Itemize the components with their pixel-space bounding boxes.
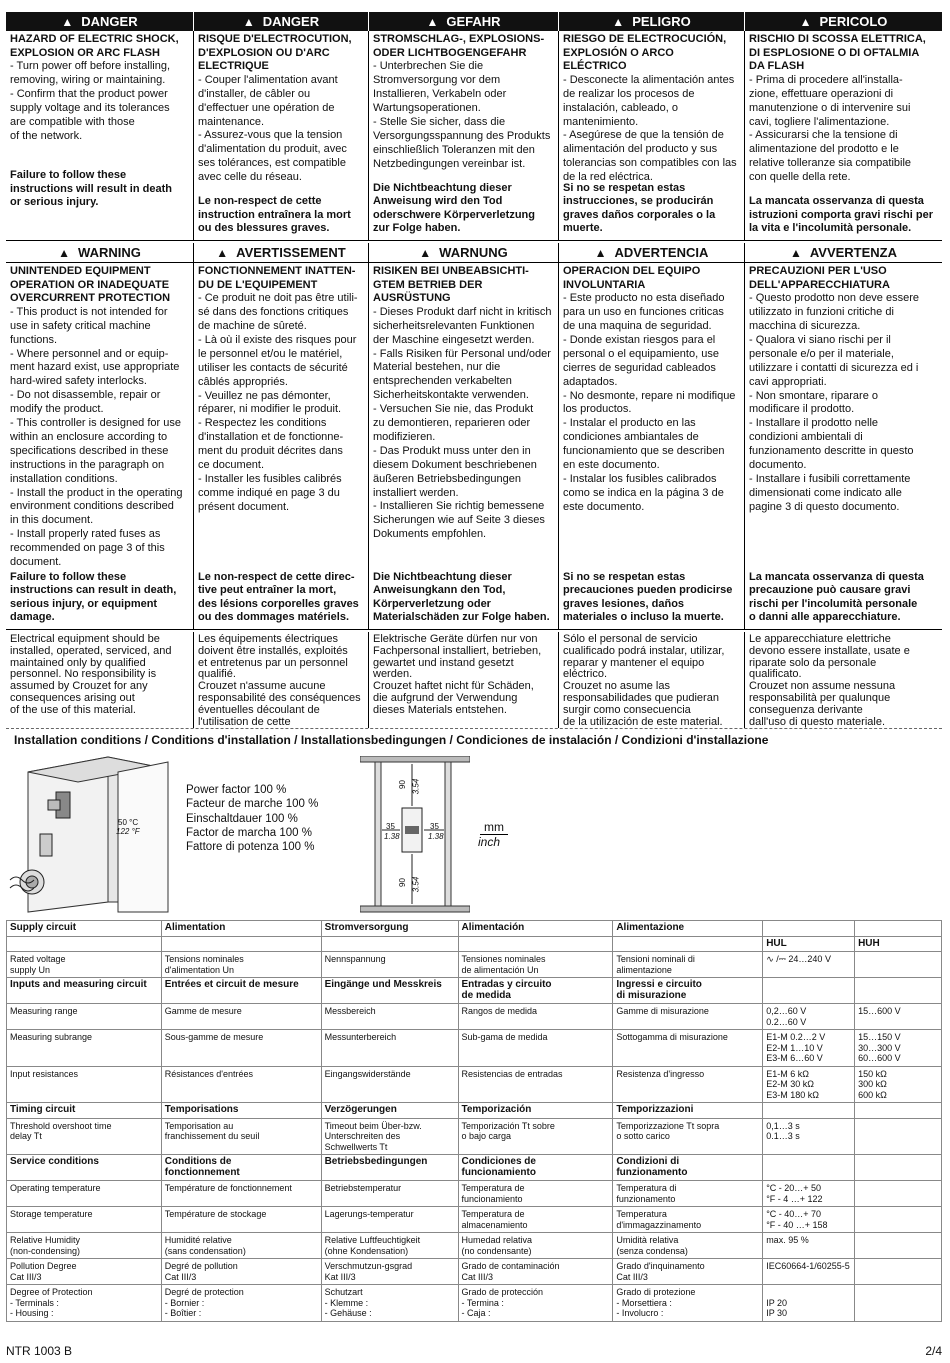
spec-label-it: Sottogamma di misurazione (613, 1030, 763, 1067)
spec-label-it: Temperatura d'immagazzinamento (613, 1207, 763, 1233)
spec-label-en: Degree of Protection - Terminals : - Housing : (7, 1285, 162, 1322)
qualified-personnel-notes (6, 632, 942, 729)
warning-text: - Dieses Produkt darf nicht in kritisch sicherheitsrelevanten Funktionen der Maschine eingesetzt werden. - Falls Risiken für Personal und/oder Material bestehen, nur die entsprechenden verkabelten Sicherheitskontakte verwenden. - Versuchen Sie nie, das Produkt zu demontieren, reparieren oder modifizieren. - Das Produkt muss unter den in diesem Dokument beschriebenen äußeren Betriebsbedingungen installiert werden. - Installieren Sie richtig bemessene Sicherungen wie auf Seite 3 dieses Dokuments empfohlen. (373, 305, 552, 541)
spec-row (7, 1118, 942, 1155)
spec-section-row (7, 921, 942, 937)
page-number: 2/4 (925, 1344, 942, 1358)
warning-cell-fr (194, 263, 369, 629)
spec-value-hul (763, 1155, 855, 1181)
danger-cell-it (745, 31, 942, 240)
warning-body-row (6, 263, 942, 630)
spec-label-en: Relative Humidity (non-condensing) (7, 1233, 162, 1259)
warning-triangle-icon: ▲ (61, 15, 74, 29)
spec-row (7, 1030, 942, 1067)
spec-value-huh (855, 1155, 942, 1181)
spec-value-hul: E1-M 6 kΩ E2-M 30 kΩ E3-M 180 kΩ (763, 1066, 855, 1103)
danger-text: - Unterbrechen Sie die Stromversorgung vor dem Installieren, Verkabeln oder Wartungsoperationen. - Stelle Sie sicher, dass die Versorgungsspannung des Produkts einschließlich Toleranzen mit den Netzbedingungen vereinbar ist. (373, 60, 551, 170)
danger-consequence: Failure to follow these instructions will result in death or serious injury. (10, 169, 172, 209)
spec-label-en: Timing circuit (7, 1103, 162, 1119)
warning-header-row (6, 243, 942, 263)
spec-label-es: Grado de protección - Termina : - Caja : (458, 1285, 613, 1322)
spec-label-de: Schutzart - Klemme : - Gehäuse : (321, 1285, 458, 1322)
spec-label-it: Gamme di misurazione (613, 1004, 763, 1030)
spec-label-de: Stromversorgung (321, 921, 458, 937)
danger-consequence: Die Nichtbeachtung dieser Anweisung wird den Tod oderschwere Körperverletzung zur Folge haben. (373, 181, 535, 235)
danger-header-it: ▲ PERICOLO (745, 12, 942, 31)
spec-label-fr: Tensions nominales d'alimentation Un (161, 952, 321, 978)
spec-section-row (7, 1155, 942, 1181)
spec-row (7, 1181, 942, 1207)
spec-label-it: Ingressi e circuito di misurazione (613, 978, 763, 1004)
danger-header-fr: ▲ DANGER (194, 12, 369, 31)
spec-label-it: Condizioni di funzionamento (613, 1155, 763, 1181)
spec-value-huh (855, 1103, 942, 1119)
spec-label-en: Pollution Degree Cat III/3 (7, 1259, 162, 1285)
spec-label-it: Tensioni nominali di alimentazione (613, 952, 763, 978)
danger-consequence: La mancata osservanza di questa istruzioni comporta gravi rischi per la vita e l'incolumità personale. (749, 195, 933, 235)
warning-cell-en (6, 263, 194, 629)
dim-top-mm: 90 (397, 780, 407, 789)
dim-top-inch: 3.54 (411, 778, 421, 795)
spec-value-huh (855, 952, 942, 978)
danger-header-en: ▲ DANGER (6, 12, 194, 31)
warning-triangle-icon: ▲ (612, 15, 625, 29)
spec-label-en: Service conditions (7, 1155, 162, 1181)
spec-value-huh (855, 1181, 942, 1207)
spec-value-huh (855, 921, 942, 937)
spec-label-es (458, 936, 613, 952)
danger-cell-de (369, 31, 559, 240)
cabinet-temp-c: 50 °C (118, 818, 139, 827)
spec-row (7, 1259, 942, 1285)
spec-label-de: Messunterbereich (321, 1030, 458, 1067)
spec-value-huh (855, 1259, 942, 1285)
spec-label-fr: Degré de pollution Cat III/3 (161, 1259, 321, 1285)
danger-title: STROMSCHLAG-, EXPLOSIONS- ODER LICHTBOGENGEFAHR (373, 33, 545, 59)
spec-label-es: Rangos de medida (458, 1004, 613, 1030)
spec-label-fr: Humidité relative (sans condensation) (161, 1233, 321, 1259)
warning-text: - This product is not intended for use in safety critical machine functions. - Where personnel and or equip- ment hazard exist, use appropriate hard-wired safety interlocks. - Do not disassemble, repair or modify the product. - This controller is designed for use within an enclosure according to specifications described in these instructions in the paragraph on installation conditions. - Install the product in the operating environment conditions described in this document. - Install properly rated fuses as recommended on page 3 of this document. (10, 305, 183, 569)
spec-label-it: Resistenza d'ingresso (613, 1066, 763, 1103)
spec-label-it: Grado di protezione - Morsettiera : - Involucro : (613, 1285, 763, 1322)
note-en: Electrical equipment should be installed, operated, serviced, and maintained only by qualified personnel. No responsibility is assumed by Crouzet for any consequences arising out of the use of this material. (6, 632, 194, 728)
warning-header-fr: ▲ AVERTISSEMENT (194, 243, 369, 263)
duty-list (186, 783, 318, 854)
spec-label-es: Grado de contaminación Cat III/3 (458, 1259, 613, 1285)
cabinet-temp-f: 122 °F (116, 827, 140, 836)
danger-cell-es (559, 31, 745, 240)
unit-inch: inch (478, 835, 501, 849)
danger-cell-fr (194, 31, 369, 240)
spec-label-it (613, 936, 763, 952)
spec-value-hul: IP 20 IP 30 (763, 1285, 855, 1322)
spec-label-es: Entradas y circuito de medida (458, 978, 613, 1004)
warning-header-de: ▲ WARNUNG (369, 243, 559, 263)
warning-title: RISIKEN BEI UNBEABSICHTI- GTEM BETRIEB DER AUSRÜSTUNG (373, 265, 529, 305)
spec-label-fr: Sous-gamme de mesure (161, 1030, 321, 1067)
spec-label-de: Betriebstemperatur (321, 1181, 458, 1207)
spec-label-en: Input resistances (7, 1066, 162, 1103)
spec-row (7, 1285, 942, 1322)
spec-row (7, 1207, 942, 1233)
document-reference: NTR 1003 B (6, 1344, 73, 1358)
spec-value-hul: 0,2…60 V 0.2…60 V (763, 1004, 855, 1030)
spec-label-fr: Gamme de mesure (161, 1004, 321, 1030)
spec-row (7, 952, 942, 978)
danger-header-es: ▲ PELIGRO (559, 12, 745, 31)
warning-title: FONCTIONNEMENT INATTEN- DU DE L'EQUIPEMENT (198, 265, 356, 291)
warning-cell-de (369, 263, 559, 629)
danger-text: - Turn power off before installing, removing, wiring or maintaining. - Confirm that the product power supply voltage and its tolerances are compatible with those of the network. (10, 60, 170, 142)
warning-header-it: ▲ AVVERTENZA (745, 243, 942, 263)
spec-label-es: Sub-gama de medida (458, 1030, 613, 1067)
spec-value-hul: ∿ /⎓ 24…240 V (763, 952, 855, 978)
spec-label-en: Supply circuit (7, 921, 162, 937)
unit-mm: mm (480, 820, 508, 835)
spec-value-hul (763, 921, 855, 937)
specification-table (6, 920, 942, 1322)
warning-consequence: Le non-respect de cette direc- tive peut entraîner la mort, des lésions corporelles graves ou des dommages matériels. (198, 570, 359, 624)
danger-consequence: Le non-respect de cette instruction entraînera la mort ou des blessures graves. (198, 195, 351, 235)
warning-header-es: ▲ ADVERTENCIA (559, 243, 745, 263)
spec-label-en: Storage temperature (7, 1207, 162, 1233)
warning-triangle-icon: ▲ (242, 15, 255, 29)
spec-value-hul: IEC60664-1/60255-5 (763, 1259, 855, 1285)
spec-label-es: Temporización Tt sobre o bajo carga (458, 1118, 613, 1155)
spec-section-row (7, 1103, 942, 1119)
spec-value-hul: max. 95 % (763, 1233, 855, 1259)
spec-label-de: Betriebsbedingungen (321, 1155, 458, 1181)
warning-triangle-icon: ▲ (594, 246, 607, 260)
warning-consequence: Die Nichtbeachtung dieser Anweisungkann den Tod, Körperverletzung oder Materialschäden zur Folge haben. (373, 570, 550, 624)
danger-title: RIESGO DE ELECTROCUCIÓN, EXPLOSIÓN O ARCO ELÉCTRICO (563, 33, 727, 73)
spec-label-de (321, 936, 458, 952)
duty-es: Factor de marcha 100 % (186, 826, 312, 839)
spec-section-row (7, 978, 942, 1004)
spec-value-hul: °C - 20…+ 50 °F - 4 …+ 122 (763, 1181, 855, 1207)
spec-value-huh: 150 kΩ 300 kΩ 600 kΩ (855, 1066, 942, 1103)
spec-value-hul: E1-M 0.2…2 V E2-M 1…10 V E3-M 6…60 V (763, 1030, 855, 1067)
warning-triangle-icon: ▲ (426, 15, 439, 29)
danger-text: - Prima di procedere all'installa- zione, effettuare operazioni di manutenzione o di intervenire sui cavi, togliere l'alimentazione. - Assicurarsi che la tensione di alimentazione del prodotto e le relative tolleranze sia compatibile con quelle della rete. (749, 73, 912, 184)
dim-left-mm: 35 (386, 822, 395, 831)
note-it: Le apparecchiature elettriche devono essere installate, usate e riparate solo da personale qualificato. Crouzet non assume nessuna responsabilità per qualunque conseguenza derivante dall'uso di questo materiale. (749, 633, 910, 728)
spec-label-fr: Temporisations (161, 1103, 321, 1119)
spec-label-it: Umidità relativa (senza condensa) (613, 1233, 763, 1259)
spec-label-es: Condiciones de funcionamiento (458, 1155, 613, 1181)
warning-triangle-icon: ▲ (799, 15, 812, 29)
dim-left-inch: 1.38 (384, 832, 400, 841)
dim-bottom-mm: 90 (397, 878, 407, 887)
spec-label-fr: Alimentation (161, 921, 321, 937)
spec-row (7, 1233, 942, 1259)
spec-label-de: Eingangswiderstände (321, 1066, 458, 1103)
spec-label-en: Measuring subrange (7, 1030, 162, 1067)
spec-row (7, 936, 942, 952)
spec-label-de: Lagerungs-temperatur (321, 1207, 458, 1233)
spec-label-it: Temporizzazioni (613, 1103, 763, 1119)
dim-right-inch: 1.38 (428, 832, 444, 841)
warning-consequence: Si no se respetan estas precauciones pueden prodicirse graves lesiones, daños materiales o incluso la muerte. (563, 570, 733, 624)
spec-label-fr: Résistances d'entrées (161, 1066, 321, 1103)
spec-label-de: Eingänge und Messkreis (321, 978, 458, 1004)
duty-en: Power factor 100 % (186, 784, 287, 796)
danger-title: RISCHIO DI SCOSSA ELETTRICA, DI ESPLOSIONE O DI OFTALMIA DA FLASH (749, 33, 926, 73)
spec-label-it: Grado d'inquinamento Cat III/3 (613, 1259, 763, 1285)
spec-label-en: Operating temperature (7, 1181, 162, 1207)
warning-title: UNINTENDED EQUIPMENT OPERATION OR INADEQUATE OVERCURRENT PROTECTION (10, 265, 171, 305)
warning-header-en: ▲ WARNING (6, 243, 194, 263)
spec-value-huh (855, 978, 942, 1004)
spec-value-huh (855, 1118, 942, 1155)
spec-label-fr: Conditions de fonctionnement (161, 1155, 321, 1181)
spec-label-it: Temporizzazione Tt sopra o sotto carico (613, 1118, 763, 1155)
spec-value-huh: 15…150 V 30…300 V 60…600 V (855, 1030, 942, 1067)
spec-label-es: Resistencias de entradas (458, 1066, 613, 1103)
spec-label-en: Measuring range (7, 1004, 162, 1030)
spec-label-fr: Degré de protection - Bornier : - Boîtier : (161, 1285, 321, 1322)
note-fr: Les équipements électriques doivent être installés, exploités et entretenus par un personnel qualifié. Crouzet n'assume aucune responsabilité des conséquences éventuelles découlant de l'utilisation de cette (194, 632, 369, 728)
spec-label-fr: Temporisation au franchissement du seuil (161, 1118, 321, 1155)
spec-label-es: Tensiones nominales de alimentación Un (458, 952, 613, 978)
spec-label-fr: Température de stockage (161, 1207, 321, 1233)
spec-value-huh (855, 1207, 942, 1233)
warning-triangle-icon: ▲ (419, 246, 432, 260)
spec-value-hul (763, 978, 855, 1004)
spec-label-de: Relative Luftfeuchtigkeit (ohne Kondensation) (321, 1233, 458, 1259)
cabinet-illustration (8, 752, 178, 922)
warning-triangle-icon: ▲ (58, 246, 71, 260)
spec-value-huh: HUH (855, 936, 942, 952)
danger-header-de: ▲ GEFAHR (369, 12, 559, 31)
spec-label-es: Humedad relativa (no condensante) (458, 1233, 613, 1259)
spec-label-fr: Température de fonctionnement (161, 1181, 321, 1207)
spec-value-hul: HUL (763, 936, 855, 952)
spec-label-es: Temporización (458, 1103, 613, 1119)
note-de: Elektrische Geräte dürfen nur von Fachpersonal installiert, betrieben, gewartet und instand gesetzt werden. Crouzet haftet nicht für Schäden, die aufgrund der Verwendung dieses Materials entstehen. (369, 632, 559, 728)
danger-consequence: Si no se respetan estas instrucciones, se producirán graves daños corporales o la muerte. (563, 181, 716, 235)
warning-text: - Este producto no esta diseñado para un uso en funciones criticas de una maquina de seguridad. - Donde existan riesgos para el personal o el equipamiento, use cierres de seguridad cableados adaptados. - No desmonte, repare ni modifique los productos. - Instalar el producto en las condiciones ambiantales de funcionamiento que se describen en este documento. - Instalar los fusibles calibrados como se indica en la página 3 de este documento. (563, 292, 736, 513)
warning-text: - Ce produit ne doit pas être utili- sé dans des fonctions critiques de machine de sûreté. - Là où il existe des risques pour le personnel et/ou le matériel, utiliser les contacts de sécurité câblés appropriés. - Veuillez ne pas démonter, réparer, ni modifier le produit. - Respectez les conditions d'installation et de fonctionne- ment du produit décrites dans ce document. - Installer les fusibles calibrés comme indiqué en page 3 du présent document. (198, 292, 358, 513)
spec-label-es: Alimentación (458, 921, 613, 937)
warning-cell-es (559, 263, 745, 629)
duty-fr: Facteur de marche 100 % (186, 798, 319, 811)
spec-label-it: Alimentazione (613, 921, 763, 937)
danger-title: HAZARD OF ELECTRIC SHOCK, EXPLOSION OR ARC FLASH (10, 33, 179, 59)
dim-right-mm: 35 (430, 822, 439, 831)
spec-value-hul: °C - 40…+ 70 °F - 40 …+ 158 (763, 1207, 855, 1233)
spec-label-fr (161, 936, 321, 952)
spec-label-de: Nennspannung (321, 952, 458, 978)
warning-title: OPERACION DEL EQUIPO INVOLUNTARIA (563, 265, 701, 291)
duty-it: Fattore di potenza 100 % (186, 841, 315, 854)
spec-value-hul (763, 1103, 855, 1119)
danger-header-row (6, 12, 942, 31)
danger-title: RISQUE D'ELECTROCUTION, D'EXPLOSION OU D'ARC ELECTRIQUE (198, 33, 352, 73)
danger-text: - Couper l'alimentation avant d'installer, de câbler ou d'effectuer une opération de maintenance. - Assurez-vous que la tension d'alimentation du produit, avec ses tolérances, est compatible avec celle du réseau. (198, 73, 347, 184)
warning-consequence: Failure to follow these instructions can result in death, serious injury, or equipment damage. (10, 570, 177, 624)
danger-text: - Desconecte la alimentación antes de realizar los procesos de instalación, cableado, o mantenimiento. - Asegúrese de que la tensión de alimentación del producto y sus tolerancias son compatibles con las de la red eléctrica. (563, 73, 737, 184)
note-es: Sólo el personal de servicio cualificado podrá instalar, utilizar, reparar y mantener el equipo eléctrico. Crouzet no asume las responsabilidades que pudieran surgir como consecuencia de la utilización de este material. (559, 632, 745, 728)
spec-label-en: Inputs and measuring circuit (7, 978, 162, 1004)
spec-row (7, 1066, 942, 1103)
spec-label-de: Messbereich (321, 1004, 458, 1030)
spec-value-huh: 15…600 V (855, 1004, 942, 1030)
danger-body-row (6, 31, 942, 241)
duty-de: Einschaltdauer 100 % (186, 812, 298, 825)
installation-heading: Installation conditions / Conditions d'installation / Installationsbedingungen / Condiciones de instalación / Condizioni d'installazione (14, 733, 769, 747)
warning-consequence: La mancata osservanza di questa precauzione può causare gravi rischi per l'incolumità personale o danni alle apparecchiature. (749, 570, 924, 624)
spec-label-fr: Entrées et circuit de mesure (161, 978, 321, 1004)
spec-value-huh (855, 1233, 942, 1259)
spec-value-hul: 0,1…3 s 0.1…3 s (763, 1118, 855, 1155)
warning-text: - Questo prodotto non deve essere utilizzato in funzioni critiche di macchina di sicurezza. - Qualora vi siano rischi per il personale e/o per il materiale, utilizzare i contatti di sicurezza ed i cavi appropriati. - Non smontare, riparare o modificare il prodotto. - Installare il prodotto nelle condizioni ambientali di funzionamento descritte in questo documento. - Installare i fusibili correttamente dimensionati come indicato alle pagine 3 di questo documento. (749, 292, 919, 513)
danger-cell-en (6, 31, 194, 240)
spec-label-de: Timeout beim Über-bzw. Unterschreiten des Schwellwerts Tt (321, 1118, 458, 1155)
spec-label-de: Verzögerungen (321, 1103, 458, 1119)
warning-triangle-icon: ▲ (789, 246, 802, 260)
dim-bottom-inch: 3.54 (411, 876, 421, 893)
spec-label-en: Rated voltage supply Un (7, 952, 162, 978)
spec-label-es: Temperatura de almacenamiento (458, 1207, 613, 1233)
spec-value-huh (855, 1285, 942, 1322)
warning-title: PRECAUZIONI PER L'USO DELL'APPARECCHIATURA (749, 265, 890, 291)
warning-cell-it (745, 263, 942, 629)
spec-label-en: Threshold overshoot time delay Tt (7, 1118, 162, 1155)
spec-label-en (7, 936, 162, 952)
spec-label-es: Temperatura de funcionamiento (458, 1181, 613, 1207)
warning-triangle-icon: ▲ (216, 246, 229, 260)
spec-label-it: Temperatura di funzionamento (613, 1181, 763, 1207)
spec-row (7, 1004, 942, 1030)
spec-label-de: Verschmutzun-gsgrad Kat III/3 (321, 1259, 458, 1285)
